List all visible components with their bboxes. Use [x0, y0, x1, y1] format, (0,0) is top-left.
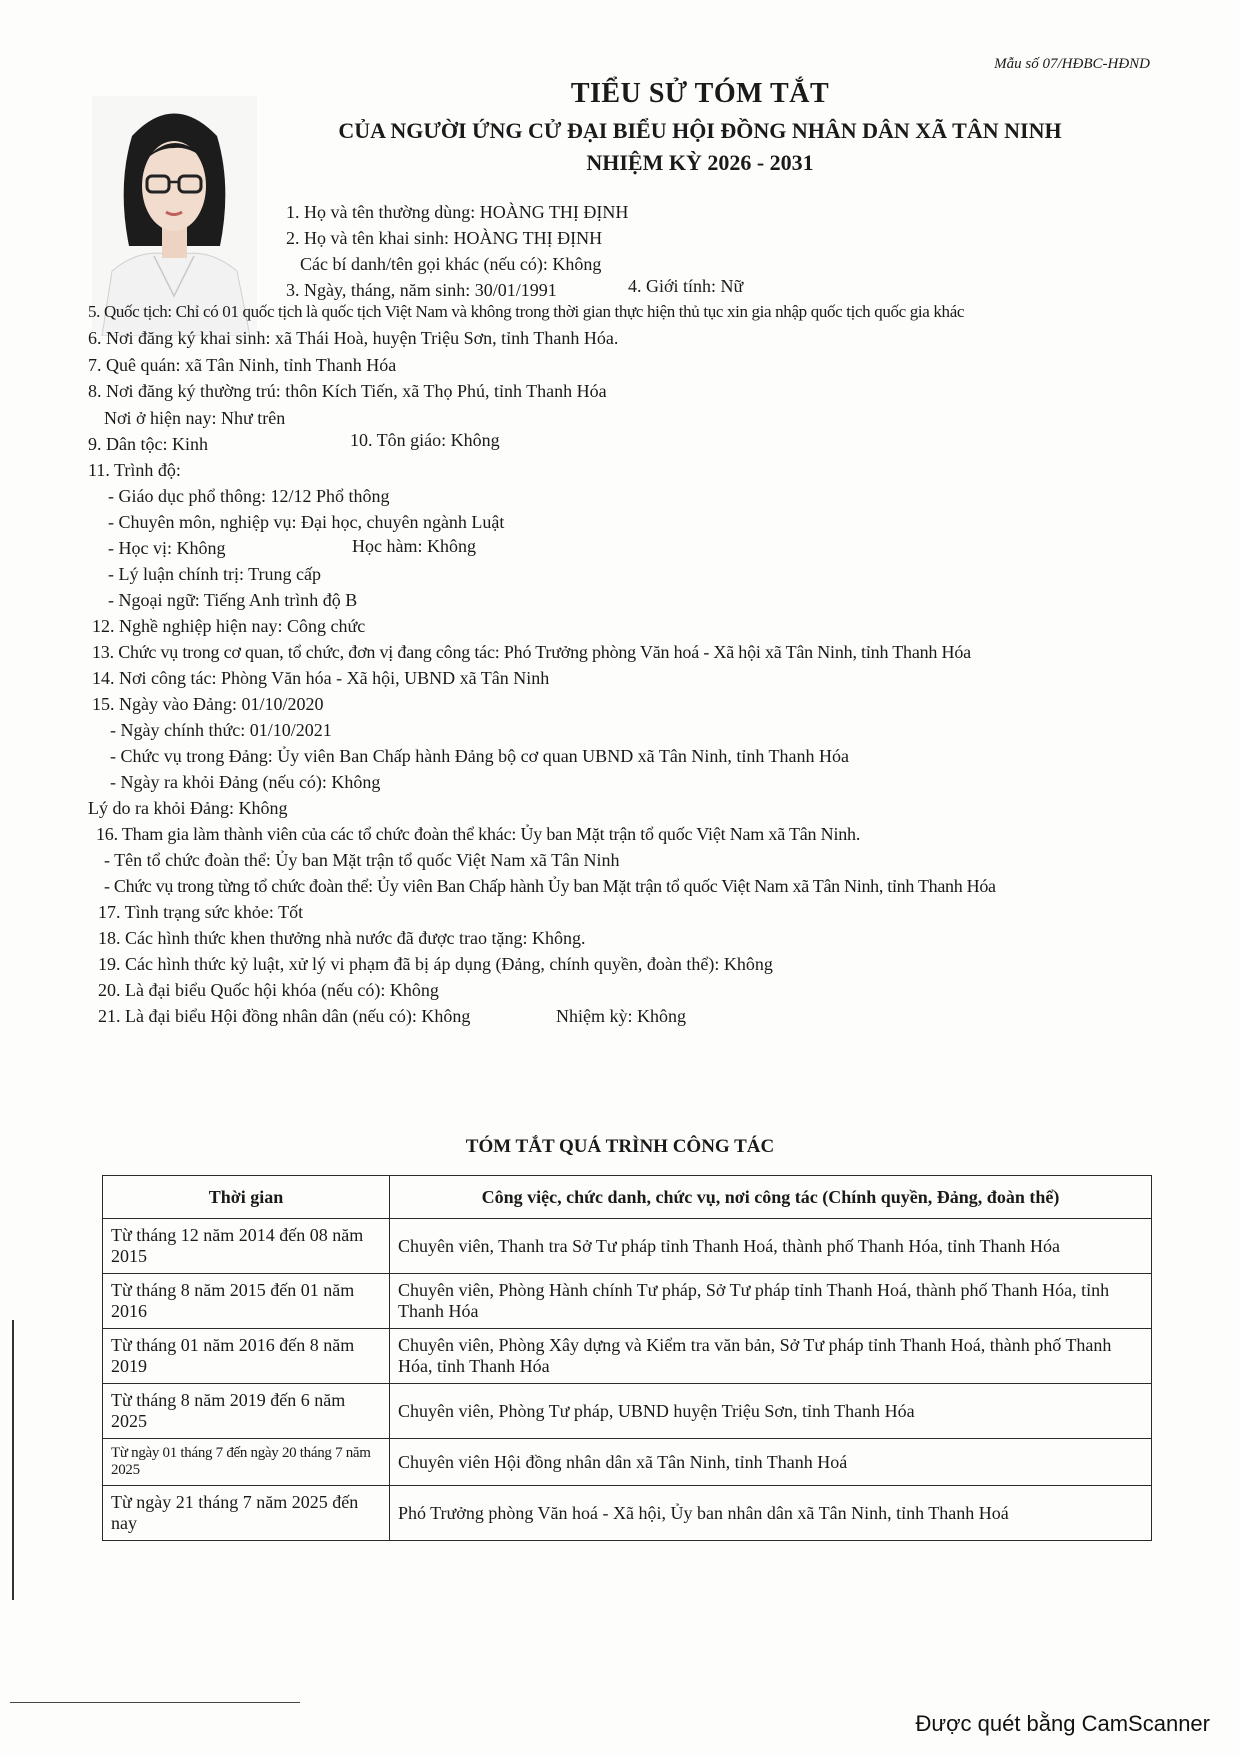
info-religion: 10. Tôn giáo: Không: [350, 430, 500, 450]
info-party-leave-reason: Lý do ra khỏi Đảng: Không: [88, 798, 288, 818]
scan-margin-line: [12, 1320, 14, 1600]
work-history-table: [102, 1175, 1152, 1541]
form-number: Mẫu số 07/HĐBC-HĐND: [994, 56, 1150, 72]
row-work: Chuyên viên Hội đồng nhân dân xã Tân Ninh, tỉnh Thanh Hoá: [390, 1439, 1152, 1486]
info-degree: - Học vị: Không: [108, 538, 226, 558]
info-awards: 18. Các hình thức khen thưởng nhà nước đã được trao tặng: Không.: [98, 928, 586, 948]
portrait-photo: [92, 96, 257, 336]
info-ethnicity: 9. Dân tộc: Kinh: [88, 434, 208, 454]
info-nationality: 5. Quốc tịch: Chỉ có 01 quốc tịch là quốc tịch Việt Nam và không trong thời gian thực hiện thủ tục xin gia nhập quốc tịch quốc gia khác: [88, 302, 965, 321]
table-row: [103, 1274, 1152, 1329]
row-work: Chuyên viên, Phòng Xây dựng và Kiểm tra văn bản, Sở Tư pháp tỉnh Thanh Hoá, thành phố Thanh Hóa, tỉnh Thanh Hóa: [390, 1329, 1152, 1384]
scanner-watermark: Được quét bằng CamScanner: [915, 1711, 1210, 1736]
info-health: 17. Tình trạng sức khỏe: Tốt: [98, 902, 304, 922]
row-period: Từ tháng 8 năm 2019 đến 6 năm 2025: [103, 1384, 390, 1439]
info-foreign-language: - Ngoại ngữ: Tiếng Anh trình độ B: [108, 590, 358, 610]
info-aliases: Các bí danh/tên gọi khác (nếu có): Không: [300, 254, 602, 274]
header-period: Thời gian: [103, 1176, 390, 1219]
row-work: Chuyên viên, Thanh tra Sở Tư pháp tỉnh Thanh Hoá, thành phố Thanh Hóa, tỉnh Thanh Hóa: [390, 1219, 1152, 1274]
info-party-join-date: 15. Ngày vào Đảng: 01/10/2020: [92, 694, 324, 714]
row-period: Từ tháng 01 năm 2016 đến 8 năm 2019: [103, 1329, 390, 1384]
info-political-theory: - Lý luận chính trị: Trung cấp: [108, 564, 321, 584]
info-education-heading: 11. Trình độ:: [88, 460, 181, 480]
work-history-title: TÓM TẮT QUÁ TRÌNH CÔNG TÁC: [465, 1136, 775, 1157]
info-party-position: - Chức vụ trong Đảng: Ủy viên Ban Chấp hành Đảng bộ cơ quan UBND xã Tân Ninh, tỉnh Thanh Hóa: [110, 746, 849, 766]
info-party-official-date: - Ngày chính thức: 01/10/2021: [110, 720, 332, 740]
row-work: Chuyên viên, Phòng Tư pháp, UBND huyện Triệu Sơn, tỉnh Thanh Hóa: [390, 1384, 1152, 1439]
info-general-education: - Giáo dục phổ thông: 12/12 Phổ thông: [108, 486, 390, 506]
row-period: Từ ngày 21 tháng 7 năm 2025 đến nay: [103, 1486, 390, 1541]
info-specialization: - Chuyên môn, nghiệp vụ: Đại học, chuyên ngành Luật: [108, 512, 505, 532]
table-row: [103, 1219, 1152, 1274]
info-permanent-residence: 8. Nơi đăng ký thường trú: thôn Kích Tiến, xã Thọ Phú, tỉnh Thanh Hóa: [88, 381, 607, 401]
info-organizations: 16. Tham gia làm thành viên của các tổ chức đoàn thể khác: Ủy ban Mặt trận tổ quốc Việt Nam xã Tân Ninh.: [96, 824, 861, 844]
info-birth-name: 2. Họ và tên khai sinh: HOÀNG THỊ ĐỊNH: [286, 228, 603, 248]
info-occupation: 12. Nghề nghiệp hiện nay: Công chức: [92, 616, 366, 636]
info-birth-registration: 6. Nơi đăng ký khai sinh: xã Thái Hoà, huyện Triệu Sơn, tỉnh Thanh Hóa.: [88, 328, 619, 348]
info-national-assembly: 20. Là đại biểu Quốc hội khóa (nếu có): Không: [98, 980, 439, 1000]
info-discipline: 19. Các hình thức kỷ luật, xử lý vi phạm đã bị áp dụng (Đảng, chính quyền, đoàn thể): Không: [98, 954, 773, 974]
table-row: [103, 1486, 1152, 1541]
info-common-name: 1. Họ và tên thường dùng: HOÀNG THỊ ĐỊNH: [286, 202, 629, 222]
header-work: Công việc, chức danh, chức vụ, nơi công tác (Chính quyền, Đảng, đoàn thể): [390, 1176, 1152, 1219]
info-people-council: 21. Là đại biểu Hội đồng nhân dân (nếu có): Không: [98, 1006, 471, 1026]
document-title: TIỂU SỬ TÓM TẮT: [570, 78, 830, 109]
info-organization-name: - Tên tổ chức đoàn thể: Ủy ban Mặt trận tổ quốc Việt Nam xã Tân Ninh: [104, 850, 620, 870]
title-block: [250, 78, 1150, 176]
row-work: Chuyên viên, Phòng Hành chính Tư pháp, Sở Tư pháp tỉnh Thanh Hoá, thành phố Thanh Hóa, tỉnh Thanh Hóa: [390, 1274, 1152, 1329]
row-work: Phó Trưởng phòng Văn hoá - Xã hội, Ủy ban nhân dân xã Tân Ninh, tỉnh Thanh Hoá: [390, 1486, 1152, 1541]
info-party-leave-date: - Ngày ra khỏi Đảng (nếu có): Không: [110, 772, 381, 792]
info-workplace: 14. Nơi công tác: Phòng Văn hóa - Xã hội, UBND xã Tân Ninh: [92, 668, 550, 688]
row-period: Từ ngày 01 tháng 7 đến ngày 20 tháng 7 năm 2025: [103, 1439, 390, 1486]
info-birth-date: 3. Ngày, tháng, năm sinh: 30/01/1991: [286, 280, 557, 300]
document-subtitle: CỦA NGƯỜI ỨNG CỬ ĐẠI BIỂU HỘI ĐỒNG NHÂN DÂN XÃ TÂN NINH: [338, 118, 1062, 143]
table-row: [103, 1439, 1152, 1486]
table-row: [103, 1329, 1152, 1384]
info-council-term: Nhiệm kỳ: Không: [556, 1006, 686, 1026]
row-period: Từ tháng 12 năm 2014 đến 08 năm 2015: [103, 1219, 390, 1274]
info-academic-title: Học hàm: Không: [352, 536, 476, 556]
info-current-position: 13. Chức vụ trong cơ quan, tổ chức, đơn vị đang công tác: Phó Trưởng phòng Văn hoá - Xã hội xã Tân Ninh, tỉnh Thanh Hóa: [92, 642, 971, 662]
info-gender: 4. Giới tính: Nữ: [628, 276, 744, 296]
row-period: Từ tháng 8 năm 2015 đến 01 năm 2016: [103, 1274, 390, 1329]
document-term: NHIỆM KỲ 2026 - 2031: [586, 150, 814, 175]
info-current-residence: Nơi ở hiện nay: Như trên: [104, 408, 286, 428]
scan-bottom-line: [10, 1702, 300, 1703]
info-hometown: 7. Quê quán: xã Tân Ninh, tỉnh Thanh Hóa: [88, 355, 397, 375]
info-organization-position: - Chức vụ trong từng tổ chức đoàn thể: Ủy viên Ban Chấp hành Ủy ban Mặt trận tổ quốc Việt Nam xã Tân Ninh, tỉnh Thanh Hóa: [104, 876, 996, 896]
table-row: [103, 1384, 1152, 1439]
table-header-row: [103, 1176, 1152, 1219]
